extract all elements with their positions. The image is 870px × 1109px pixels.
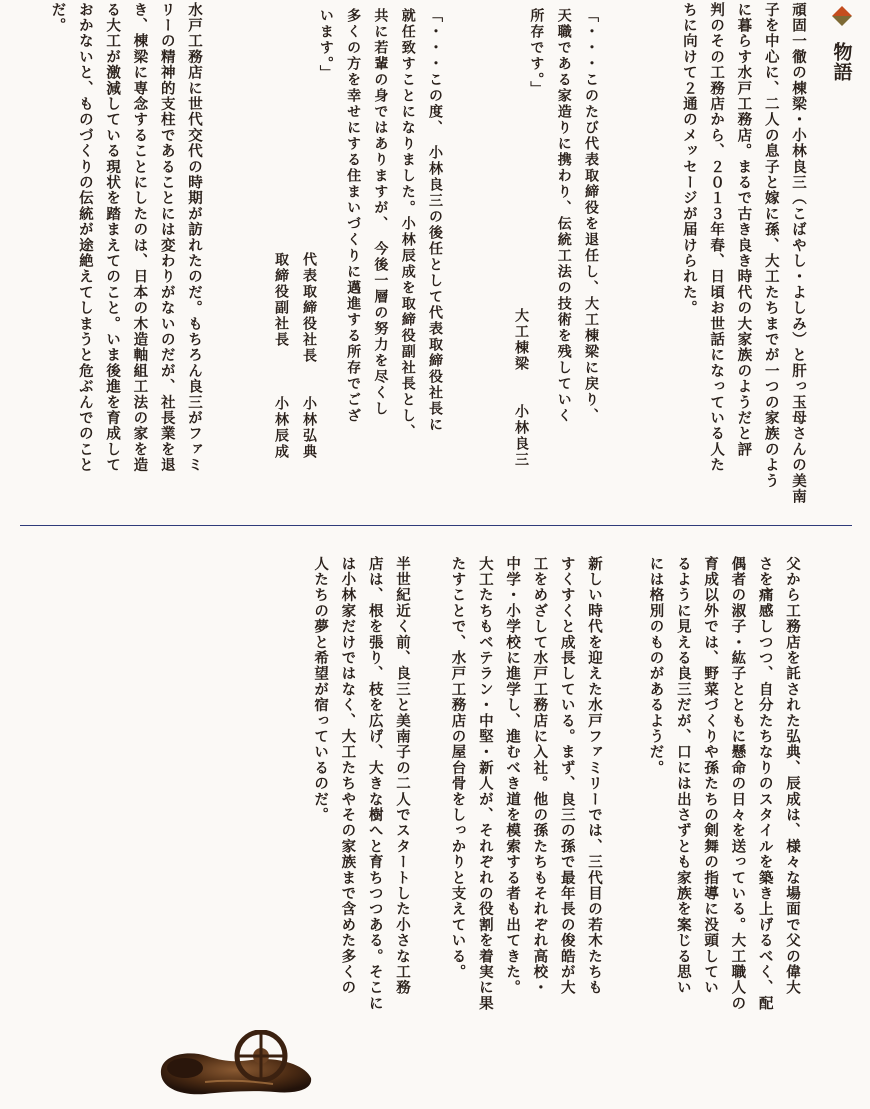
closing-paragraph: 半世紀近く前、良三と美南子の二人でスタートした小さな工務 店は、根を張り、枝を広げ、大きな樹へと育ちつつある。そこに は小林家だけではなく、大工たちやその家族まで含めた多くの 人たちの夢と希望が宿っているのだ。 [312,556,411,1012]
section-divider [20,525,852,526]
section-heading [822,6,862,82]
quote-succession-signature-president: 代表取締役社長 小林弘典 [301,252,317,460]
quote-succession: 「・・・この度、 小林良三の後任として代表取締役社長に 就任致すことになりました。小林辰成を取締役副社長とし、 共に若輩の身ではありますが、 今後一層の努力を尽くし 多くの方を幸せにする住まいづくりに邁進する所存でござ います。」 [317,8,443,440]
succession-paragraph: 水戸工務店に世代交代の時期が訪れたのだ。もちろん良三がファミ リーの精神的支柱であることには変わりがないのだが、社長業を退 き、棟梁に専念することにしたのは、日本の木造軸組工法の家を造 る大工が激減している現状を踏まえてのこと。いま後進を育成して おかないと、ものづくりの伝統が途絶えてしまうと危ぶんでのこと だ。 [49,2,203,473]
intro-paragraph: 頑固一徹の棟梁・小林良三（こばやし・よしみ）と肝っ玉母さんの美南 子を中心に、二人の息子と嫁に孫、大工たちまでが一つの家族のよう に暮らす水戸工務店。まるで古き良き時代の大家族のようだと評 判のその工務店から、２０１３年春、日頃お世話になっている人た ちに向けて２通のメッセージが届けられた。 [680,2,807,505]
third-generation-paragraph: 新しい時代を迎えた水戸ファミリーでは、三代目の若木たちも すくすくと成長している。まず、良三の孫で最年長の俊皓が大 工をめざして水戸工務店に入社。他の孫たちもそれぞれ高校・ 中学・小学校に進学し、進むべき道を模索する者も出てきた。 大工たちもベテラン・中堅・新人が、それぞれの役割を着実に果 たすことで、水戸工務店の屋台骨をしっかりと支えている。 [449,556,603,1012]
sons-paragraph: 父から工務店を託された弘典、辰成は、様々な場面で父の偉大 さを痛感しつつ、自分たちなりのスタイルを築き上げるべく、配 偶者の淑子・紘子とともに懸命の日々を送っている。大工職人の 育成以外では、野菜づくりや孫たちの剣舞の指導に没頭してい るように見える良三だが、口には出さずとも家族を案じる思い には格別のものがあるようだ。 [647,556,801,1012]
section-title: 物語 [830,42,853,82]
quote-retirement: 「・・・このたび代表取締役を退任し、大工棟梁に戻り、 天職である家造りに携わり、伝統工法の技術を残していく 所存です。」 [528,8,599,424]
sumitsubo-tool-icon [155,1030,315,1100]
quote-retirement-signature: 大工棟梁 小林良三 [513,308,529,468]
diamond-icon [832,6,852,26]
quote-succession-signature-vice: 取締役副社長 小林辰成 [273,252,289,460]
